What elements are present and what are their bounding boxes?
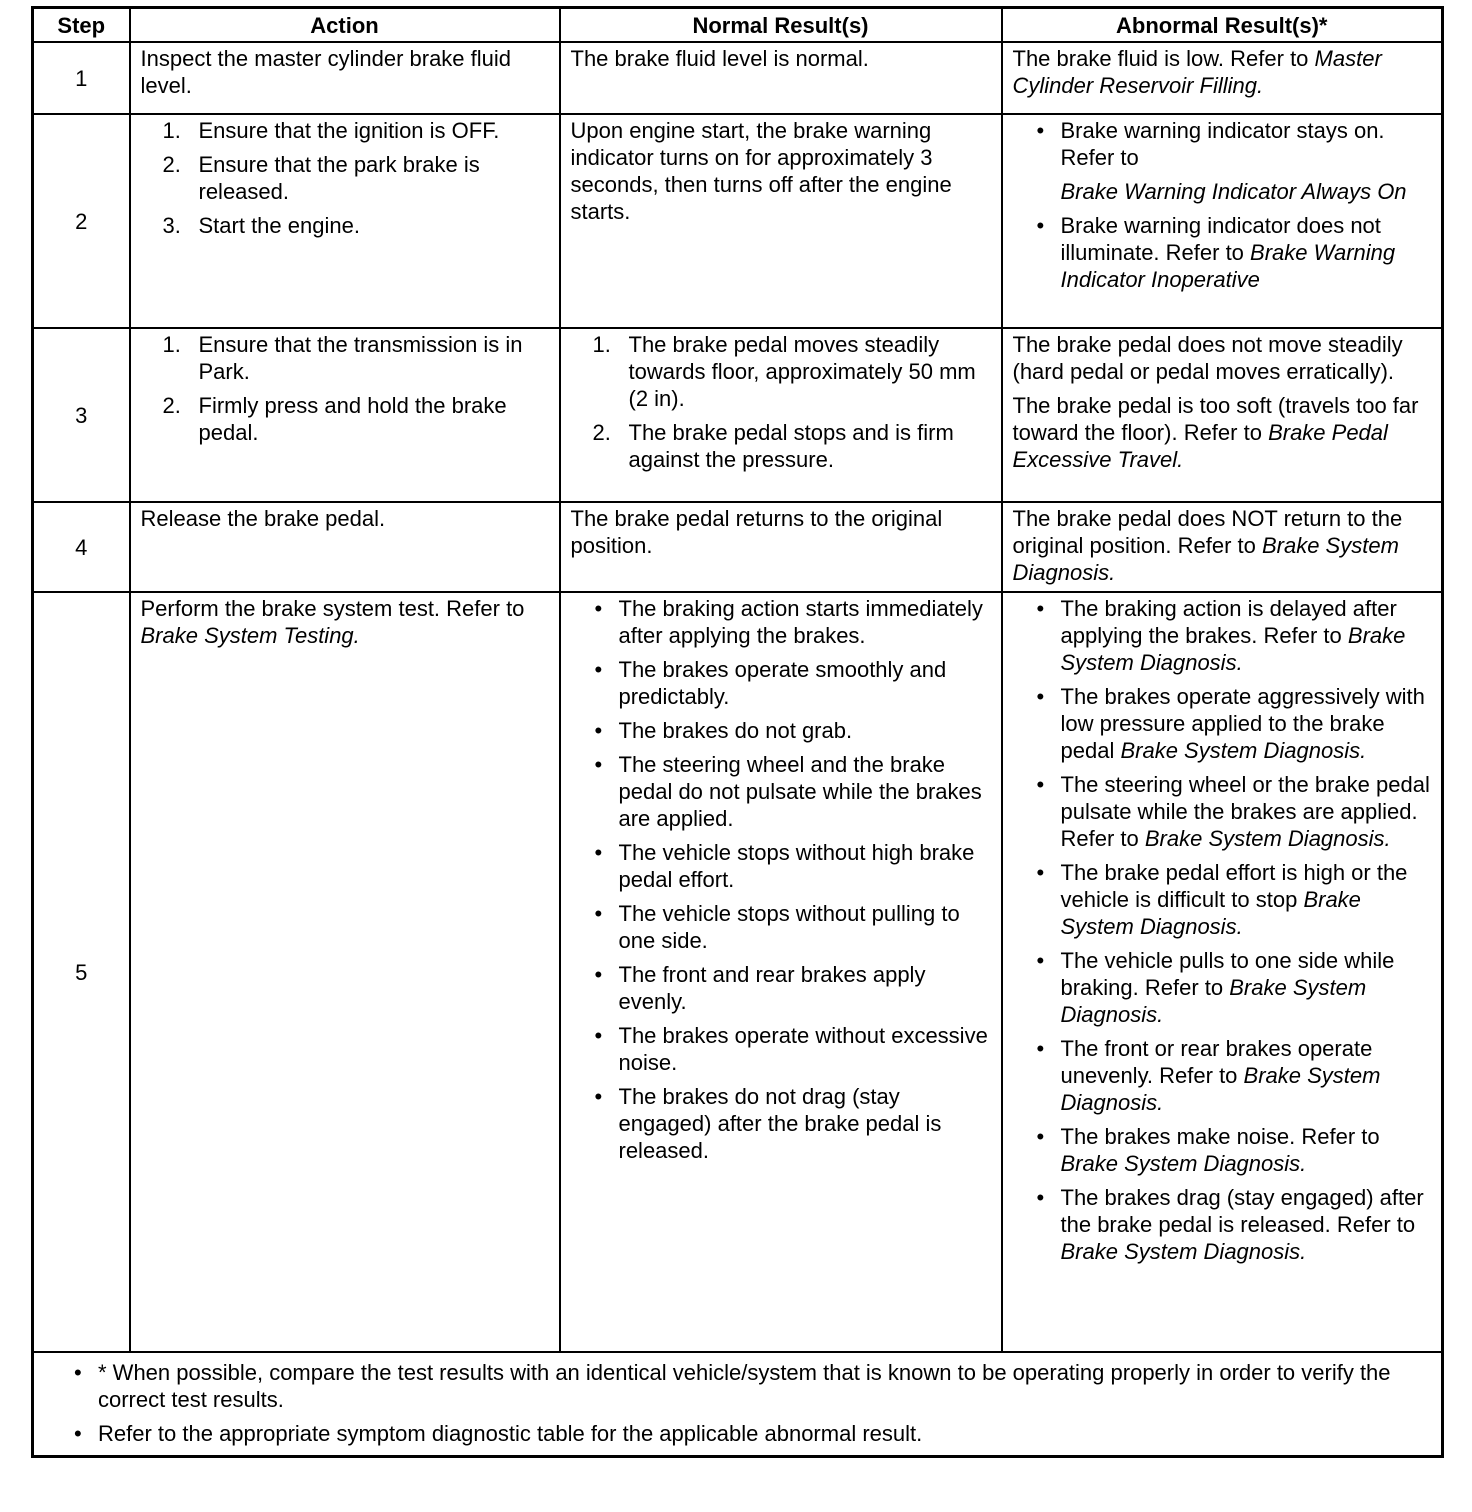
table-row bbox=[33, 502, 1443, 592]
abnormal-list bbox=[1013, 117, 1438, 293]
action-text: Perform the brake system test. Refer to bbox=[140, 596, 525, 621]
reference-link[interactable]: Brake System Diagnosis. bbox=[1060, 1063, 1381, 1115]
reference-link[interactable]: Brake System Diagnosis. bbox=[1012, 533, 1399, 585]
table-row bbox=[33, 592, 1443, 1352]
abnormal-result-cell bbox=[1002, 114, 1443, 328]
reference-link[interactable]: Brake System Testing. bbox=[140, 623, 360, 648]
abnormal-result-cell bbox=[1002, 42, 1443, 114]
step-number: 2 bbox=[33, 114, 130, 328]
normal-result-cell bbox=[560, 592, 1002, 1352]
note-item: • * When possible, compare the test results with an identical vehicle/system that is known to be operating properly in order to verify the correct test results. bbox=[74, 1360, 1391, 1412]
normal-list bbox=[571, 331, 997, 473]
list-item: 2. Firmly press and hold the brake pedal. bbox=[162, 393, 507, 445]
table-row bbox=[33, 42, 1443, 114]
action-list bbox=[141, 331, 555, 446]
list-item: 1. The brake pedal moves steadily towards floor, approximately 50 mm (2 in). bbox=[592, 332, 976, 411]
abnormal-text: The brake pedal is too soft (travels too far toward the floor). Refer to Brake Pedal Excessive Travel. bbox=[1012, 393, 1419, 472]
action-cell bbox=[130, 592, 560, 1352]
action-cell bbox=[130, 114, 560, 328]
step-number: 4 bbox=[33, 502, 130, 592]
list-item: • The vehicle stops without high brake pedal effort. bbox=[594, 840, 975, 892]
list-item: 1. Ensure that the ignition is OFF. bbox=[162, 118, 500, 143]
list-item: • The brakes do not grab. bbox=[594, 718, 853, 743]
reference-link[interactable]: Brake System Diagnosis. bbox=[1120, 738, 1367, 763]
diagnostic-table bbox=[31, 6, 1444, 1458]
list-item: • The front or rear brakes operate unevenly. Refer to Brake System Diagnosis. bbox=[1036, 1036, 1381, 1115]
abnormal-text: The brake pedal does not move steadily (hard pedal or pedal moves erratically). bbox=[1012, 332, 1403, 384]
abnormal-list bbox=[1013, 595, 1438, 1265]
normal-text: The brake pedal returns to the original position. bbox=[570, 506, 943, 558]
header-row bbox=[33, 8, 1443, 43]
action-cell bbox=[130, 502, 560, 592]
abnormal-result-cell bbox=[1002, 328, 1443, 502]
list-item: • The brakes operate without excessive noise. bbox=[594, 1023, 988, 1075]
normal-text: The brake fluid level is normal. bbox=[570, 46, 869, 71]
step-number: 1 bbox=[33, 42, 130, 114]
table-row bbox=[33, 114, 1443, 328]
action-text: Inspect the master cylinder brake fluid level. bbox=[140, 46, 512, 98]
list-item: • The braking action starts immediately after applying the brakes. bbox=[594, 596, 983, 648]
list-item: • Brake warning indicator stays on. Refer to Brake Warning Indicator Always On bbox=[1061, 117, 1438, 205]
list-item: 3. Start the engine. bbox=[162, 213, 360, 238]
list-item: • The brakes make noise. Refer to Brake System Diagnosis. bbox=[1036, 1124, 1380, 1176]
reference-link[interactable]: Brake System Diagnosis. bbox=[1060, 1151, 1307, 1176]
reference-link[interactable]: Master Cylinder Reservoir Filling. bbox=[1012, 46, 1382, 98]
list-item: • The brakes do not drag (stay engaged) after the brake pedal is released. bbox=[594, 1084, 942, 1163]
list-item: 2. Ensure that the park brake is released. bbox=[162, 152, 480, 204]
normal-result-cell bbox=[560, 42, 1002, 114]
reference-link[interactable]: Brake System Diagnosis. bbox=[1060, 1239, 1307, 1264]
reference-link[interactable]: Brake System Diagnosis. bbox=[1060, 975, 1367, 1027]
notes-cell bbox=[33, 1352, 1443, 1457]
list-item: • The brakes operate aggressively with low pressure applied to the brake pedal Brake System Diagnosis. bbox=[1036, 684, 1425, 763]
normal-text: Upon engine start, the brake warning indicator turns on for approximately 3 seconds, then turns off after the engine starts. bbox=[570, 118, 952, 224]
normal-result-cell bbox=[560, 502, 1002, 592]
list-item: 1. Ensure that the transmission is in Park. bbox=[162, 332, 523, 384]
step-number: 3 bbox=[33, 328, 130, 502]
list-item: • The front and rear brakes apply evenly. bbox=[594, 962, 926, 1014]
normal-result-cell bbox=[560, 114, 1002, 328]
action-cell bbox=[130, 328, 560, 502]
action-text: Release the brake pedal. bbox=[140, 506, 386, 531]
reference-link[interactable]: Brake Warning Indicator Always On bbox=[1060, 179, 1407, 204]
list-item: • The brake pedal effort is high or the vehicle is difficult to stop Brake System Diagnosis. bbox=[1036, 860, 1408, 939]
action-cell bbox=[130, 42, 560, 114]
list-item: • The vehicle pulls to one side while braking. Refer to Brake System Diagnosis. bbox=[1036, 948, 1395, 1027]
note-item: • Refer to the appropriate symptom diagnostic table for the applicable abnormal result. bbox=[74, 1421, 923, 1446]
header-abnormal-results: Abnormal Result(s)* bbox=[1002, 8, 1443, 43]
step-number: 5 bbox=[33, 592, 130, 1352]
reference-link[interactable]: Brake Warning Indicator Inoperative bbox=[1060, 240, 1396, 292]
list-item: • The vehicle stops without pulling to one side. bbox=[594, 901, 960, 953]
reference-link[interactable]: Brake System Diagnosis. bbox=[1144, 826, 1391, 851]
table-row bbox=[33, 328, 1443, 502]
list-item: • The steering wheel or the brake pedal pulsate while the brakes are applied. Refer to Brake System Diagnosis. bbox=[1036, 772, 1430, 851]
abnormal-result-cell bbox=[1002, 592, 1443, 1352]
abnormal-text: The brake fluid is low. Refer to bbox=[1012, 46, 1315, 71]
list-item: • The brakes operate smoothly and predictably. bbox=[594, 657, 947, 709]
reference-link[interactable]: Brake Pedal Excessive Travel. bbox=[1012, 420, 1388, 472]
header-normal-results: Normal Result(s) bbox=[560, 8, 1002, 43]
header-action: Action bbox=[130, 8, 560, 43]
notes-list bbox=[44, 1359, 1433, 1447]
list-item: 2. The brake pedal stops and is firm against the pressure. bbox=[592, 420, 954, 472]
abnormal-text: The brake pedal does NOT return to the original position. Refer to bbox=[1012, 506, 1403, 558]
abnormal-result-cell bbox=[1002, 502, 1443, 592]
normal-result-cell bbox=[560, 328, 1002, 502]
list-item: • Brake warning indicator does not illuminate. Refer to Brake Warning Indicator Inoperative bbox=[1036, 213, 1396, 292]
list-item: • The steering wheel and the brake pedal do not pulsate while the brakes are applied. bbox=[594, 752, 982, 831]
header-step: Step bbox=[33, 8, 130, 43]
list-item: • The braking action is delayed after applying the brakes. Refer to Brake System Diagnosis. bbox=[1036, 596, 1406, 675]
notes-row bbox=[33, 1352, 1443, 1457]
list-item: • The brakes drag (stay engaged) after the brake pedal is released. Refer to Brake System Diagnosis. bbox=[1036, 1185, 1424, 1264]
reference-link[interactable]: Brake System Diagnosis. bbox=[1060, 887, 1361, 939]
action-list bbox=[141, 117, 555, 239]
normal-list bbox=[571, 595, 997, 1164]
reference-link[interactable]: Brake System Diagnosis. bbox=[1060, 623, 1406, 675]
